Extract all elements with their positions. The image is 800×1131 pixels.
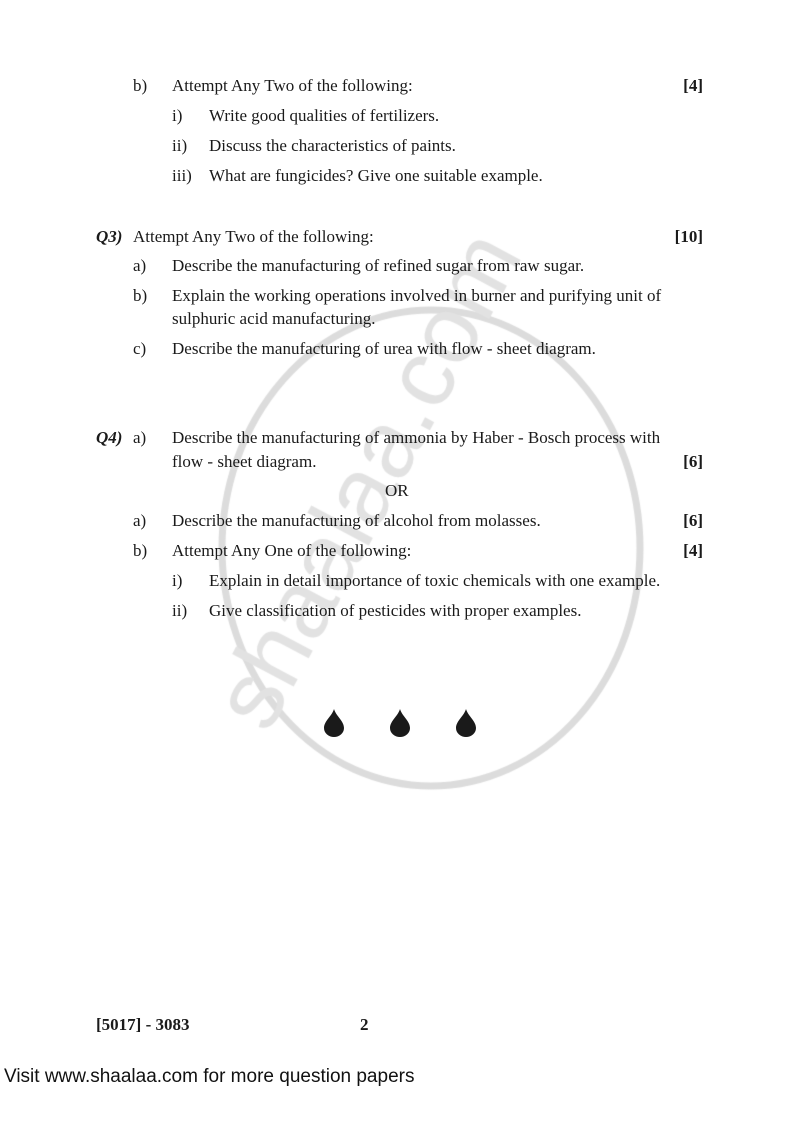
item-num: ii) [172, 136, 188, 155]
drop-icon [455, 708, 477, 738]
item-num: a) [133, 511, 147, 530]
item-text-cont: flow - sheet diagram. [172, 452, 317, 471]
item-text-cont: sulphuric acid manufacturing. [172, 309, 376, 328]
q4a2-marks: [6] [683, 511, 703, 530]
item-num: b) [133, 541, 148, 560]
q2b-heading [133, 76, 413, 96]
item-text: Describe the manufacturing of urea with flow - sheet diagram. [172, 339, 596, 358]
q2b-label: b) [133, 76, 148, 95]
item-text: Attempt Any One of the following: [172, 541, 412, 560]
item-text: Give classification of pesticides with proper examples. [209, 601, 582, 620]
q2b-marks: [4] [683, 76, 703, 95]
q4-heading [96, 428, 660, 448]
item-text: Describe the manufacturing of refined sugar from raw sugar. [172, 256, 585, 275]
page-number: 2 [360, 1015, 369, 1034]
item-text: Discuss the characteristics of paints. [209, 136, 456, 155]
item-num: i) [172, 571, 183, 590]
item-num: i) [172, 106, 183, 125]
list-item [172, 166, 543, 186]
list-item [133, 511, 541, 531]
item-text: Explain the working operations involved in burner and purifying unit of [172, 286, 662, 305]
list-item [172, 106, 439, 126]
item-text: Write good qualities of fertilizers. [209, 106, 440, 125]
item-num: iii) [172, 166, 192, 185]
q4b-marks: [4] [683, 541, 703, 560]
item-num: ii) [172, 601, 188, 620]
drop-icon [323, 708, 345, 738]
q3-label: Q3) [96, 227, 123, 246]
item-num: c) [133, 339, 147, 358]
item-text: Explain in detail importance of toxic chemicals with one example. [209, 571, 661, 590]
q3-heading [96, 227, 374, 247]
item-text: What are fungicides? Give one suitable example. [209, 166, 543, 185]
item-num: a) [133, 428, 147, 447]
list-item [172, 601, 581, 621]
or-separator: OR [385, 481, 409, 500]
q2b-text: Attempt Any Two of the following: [172, 76, 413, 95]
footer-code: [5017] - 3083 [96, 1015, 190, 1034]
item-num: a) [133, 256, 147, 275]
list-item [172, 136, 456, 156]
list-item [133, 256, 584, 276]
visit-link[interactable]: Visit www.shaalaa.com for more question papers [4, 1066, 415, 1087]
list-item [133, 541, 411, 561]
q4-label: Q4) [96, 428, 123, 447]
drop-icon [389, 708, 411, 738]
item-text: Describe the manufacturing of ammonia by Haber - Bosch process with [172, 428, 661, 447]
list-item [172, 571, 660, 591]
q3-marks: [10] [674, 227, 703, 246]
list-item [133, 339, 596, 359]
list-item [133, 286, 661, 306]
q4a1-marks: [6] [683, 452, 703, 471]
item-text: Describe the manufacturing of alcohol from molasses. [172, 511, 541, 530]
item-num: b) [133, 286, 148, 305]
q3-text: Attempt Any Two of the following: [133, 227, 374, 246]
